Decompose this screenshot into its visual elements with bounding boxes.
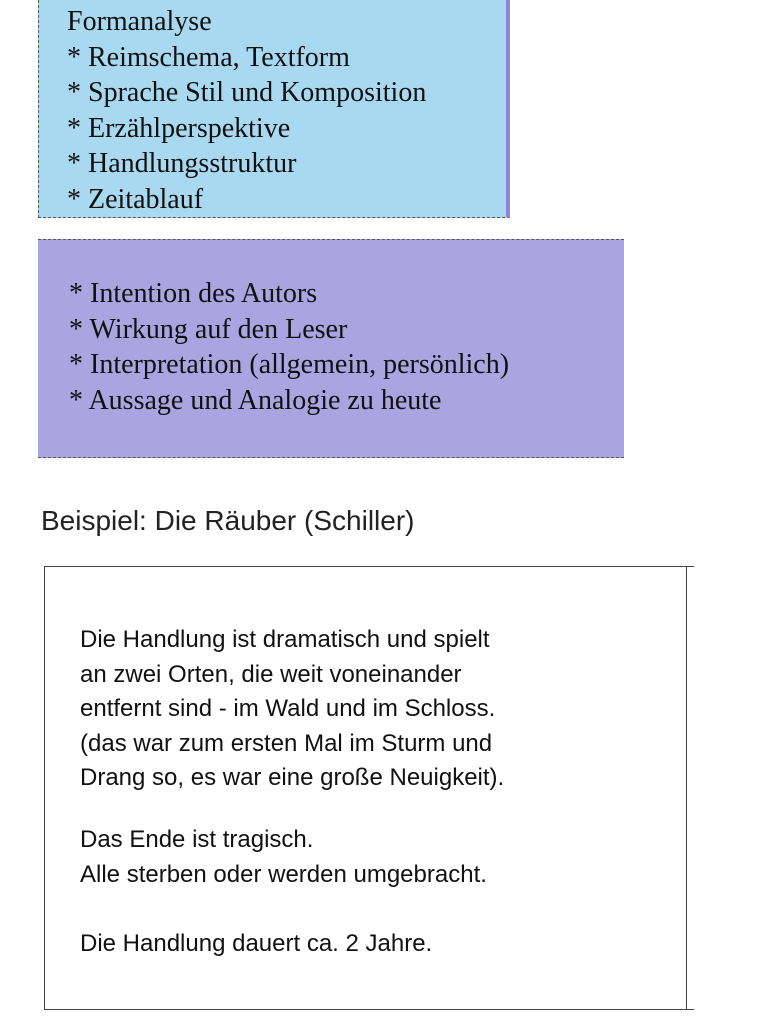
- example-line: entfernt sind - im Wald und im Schloss.: [80, 695, 496, 722]
- example-line: Drang so, es war eine große Neuigkeit).: [80, 764, 505, 791]
- example-line: Die Handlung ist dramatisch und spielt: [80, 626, 490, 653]
- interpretation-item: * Wirkung auf den Leser: [69, 313, 348, 345]
- example-line: an zwei Orten, die weit voneinander: [80, 660, 462, 688]
- example-paragraph-ending: [80, 823, 487, 892]
- example-line: Die Handlung dauert ca. 2 Jahre.: [80, 930, 433, 957]
- interpretation-item: * Interpretation (allgemein, persönlich): [69, 349, 510, 380]
- form-analysis-item: * Zeitablauf: [67, 183, 204, 215]
- frame-tick: [687, 1009, 694, 1010]
- example-line: (das war zum ersten Mal im Sturm und: [80, 729, 493, 757]
- form-analysis-item: * Erzählperspektive: [67, 112, 291, 144]
- form-analysis-item: * Sprache Stil und Komposition: [67, 77, 427, 108]
- example-line: Das Ende ist tragisch.: [80, 826, 314, 853]
- example-line: Alle sterben oder werden umgebracht.: [80, 860, 487, 888]
- interpretation-item: * Aussage und Analogie zu heute: [69, 384, 442, 416]
- interpretation-item: * Intention des Autors: [69, 278, 318, 309]
- form-analysis-item: * Reimschema, Textform: [67, 41, 350, 73]
- interpretation-box: [38, 239, 624, 458]
- example-text-box: [44, 566, 687, 1010]
- interpretation-list: [69, 276, 509, 418]
- form-analysis-list: [67, 4, 426, 217]
- example-paragraph-duration: [80, 927, 432, 962]
- form-analysis-item: * Handlungsstruktur: [67, 148, 297, 179]
- example-heading: Beispiel: Die Räuber (Schiller): [41, 505, 415, 536]
- frame-tick: [687, 566, 694, 567]
- form-analysis-title: Formanalyse: [67, 6, 212, 37]
- example-paragraph-plot: [80, 623, 504, 796]
- form-analysis-box: [38, 0, 510, 218]
